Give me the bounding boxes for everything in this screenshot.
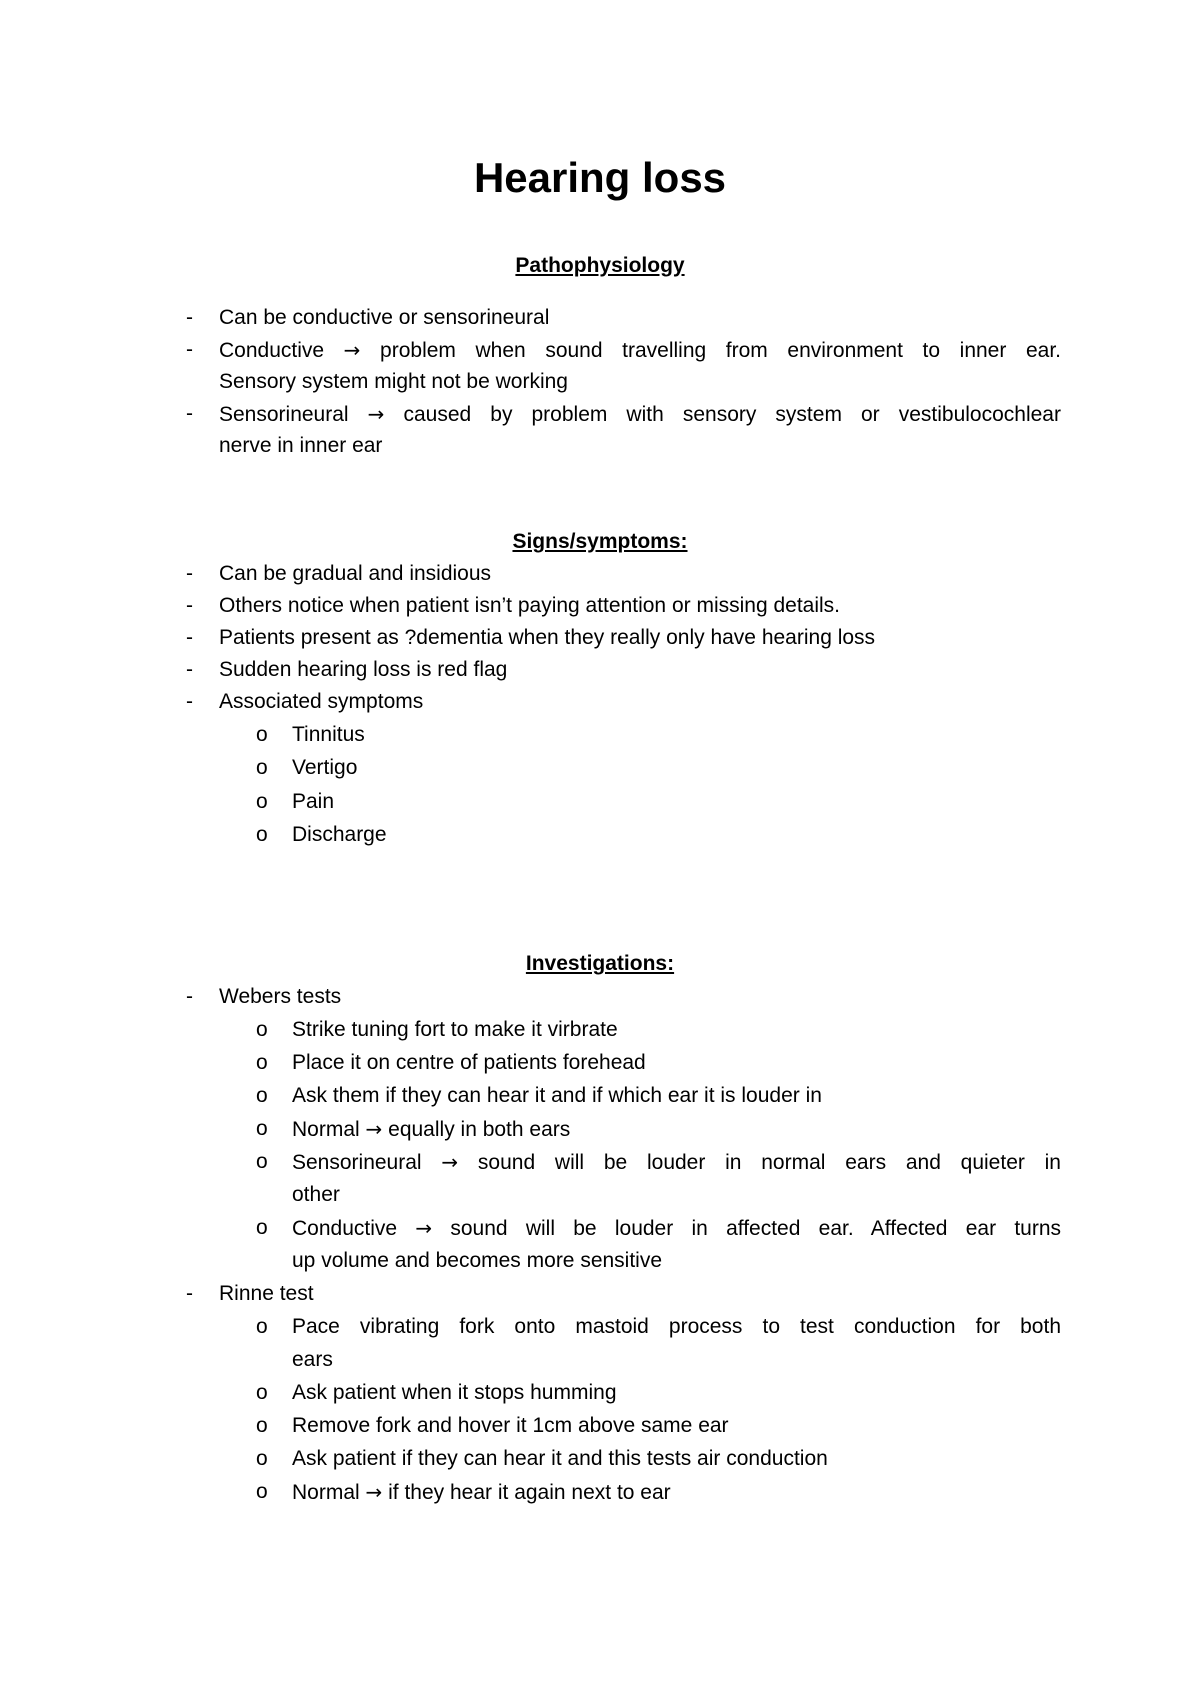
list-item-text: caused by problem with sensory system or vestibulocochlear bbox=[403, 403, 1061, 426]
list-item-text: sound will be louder in normal ears and quieter in bbox=[477, 1151, 1061, 1174]
sub-list-item bbox=[292, 1212, 1061, 1245]
sub-list-item bbox=[292, 1113, 570, 1146]
sub-list-item: Pain bbox=[292, 790, 335, 813]
section-heading-signs-symptoms: Signs/symptoms: bbox=[512, 530, 688, 553]
sub-list-item: Vertigo bbox=[292, 756, 358, 779]
list-item: Patients present as ?dementia when they really only have hearing loss bbox=[219, 626, 876, 649]
bullet-dash: - bbox=[186, 306, 193, 329]
right-arrow-icon: → bbox=[367, 402, 385, 426]
list-item-term: Conductive bbox=[219, 339, 325, 362]
sub-list-item: Ask patient when it stops humming bbox=[292, 1381, 617, 1404]
list-item: Rinne test bbox=[219, 1282, 314, 1305]
right-arrow-icon: → bbox=[365, 1480, 383, 1504]
bullet-circle: o bbox=[256, 756, 268, 779]
bullet-circle: o bbox=[256, 823, 268, 846]
bullet-circle: o bbox=[256, 790, 268, 813]
list-item-continuation: Sensory system might not be working bbox=[219, 370, 568, 393]
section-heading-investigations: Investigations: bbox=[525, 952, 675, 975]
list-item-continuation: nerve in inner ear bbox=[219, 434, 383, 457]
bullet-dash: - bbox=[186, 562, 193, 585]
sub-list-item: Ask them if they can hear it and if which ear it is louder in bbox=[292, 1084, 822, 1107]
list-item-term: Normal bbox=[292, 1118, 360, 1141]
bullet-circle: o bbox=[256, 1414, 268, 1437]
right-arrow-icon: → bbox=[415, 1216, 433, 1240]
list-item-text: problem when sound travelling from environment to inner ear. bbox=[380, 339, 1061, 362]
right-arrow-icon: → bbox=[441, 1150, 459, 1174]
right-arrow-icon: → bbox=[365, 1117, 383, 1141]
sub-list-item: Ask patient if they can hear it and this tests air conduction bbox=[292, 1447, 828, 1470]
right-arrow-icon: → bbox=[343, 338, 361, 362]
list-item-term: Conductive bbox=[292, 1217, 398, 1240]
sub-list-item bbox=[292, 1146, 1061, 1179]
sub-list-item: Place it on centre of patients forehead bbox=[292, 1051, 646, 1074]
sub-list-item-continuation: ears bbox=[292, 1348, 333, 1371]
bullet-dash: - bbox=[186, 626, 193, 649]
list-item: Webers tests bbox=[219, 985, 342, 1008]
bullet-circle: o bbox=[256, 1480, 268, 1503]
bullet-circle: o bbox=[256, 1117, 268, 1140]
sub-list-item-continuation: other bbox=[292, 1183, 340, 1206]
sub-list-item: Tinnitus bbox=[292, 723, 365, 746]
list-item bbox=[219, 334, 1061, 367]
list-item: Associated symptoms bbox=[219, 690, 424, 713]
bullet-dash: - bbox=[186, 1282, 193, 1305]
list-item-text: equally in both ears bbox=[388, 1118, 571, 1141]
sub-list-item-continuation: up volume and becomes more sensitive bbox=[292, 1249, 663, 1272]
list-item-term: Normal bbox=[292, 1481, 360, 1504]
list-item-term: Sensorineural bbox=[292, 1151, 422, 1174]
bullet-circle: o bbox=[256, 1315, 268, 1338]
list-item-text: if they hear it again next to ear bbox=[388, 1481, 671, 1504]
bullet-circle: o bbox=[256, 1447, 268, 1470]
page-title: Hearing loss bbox=[473, 154, 727, 201]
section-heading-pathophysiology: Pathophysiology bbox=[515, 254, 685, 277]
list-item bbox=[219, 398, 1061, 431]
sub-list-item: Strike tuning fort to make it virbrate bbox=[292, 1018, 618, 1041]
bullet-dash: - bbox=[186, 402, 193, 425]
sub-list-item: Remove fork and hover it 1cm above same ear bbox=[292, 1414, 729, 1437]
list-item-term: Sensorineural bbox=[219, 403, 349, 426]
list-item-text: sound will be louder in affected ear. Affected ear turns bbox=[450, 1217, 1062, 1240]
sub-list-item: Discharge bbox=[292, 823, 387, 846]
sub-list-item: Pace vibrating fork onto mastoid process to test conduction for both bbox=[292, 1315, 1061, 1338]
bullet-circle: o bbox=[256, 1018, 268, 1041]
bullet-circle: o bbox=[256, 1084, 268, 1107]
list-item: Can be gradual and insidious bbox=[219, 562, 492, 585]
bullet-dash: - bbox=[186, 594, 193, 617]
bullet-dash: - bbox=[186, 690, 193, 713]
bullet-circle: o bbox=[256, 1216, 268, 1239]
list-item: Sudden hearing loss is red flag bbox=[219, 658, 508, 681]
bullet-dash: - bbox=[186, 658, 193, 681]
bullet-circle: o bbox=[256, 1381, 268, 1404]
sub-list-item bbox=[292, 1476, 671, 1509]
bullet-circle: o bbox=[256, 1051, 268, 1074]
list-item: Can be conductive or sensorineural bbox=[219, 306, 550, 329]
list-item: Others notice when patient isn’t paying attention or missing details. bbox=[219, 594, 841, 617]
bullet-circle: o bbox=[256, 1150, 268, 1173]
bullet-circle: o bbox=[256, 723, 268, 746]
bullet-dash: - bbox=[186, 338, 193, 361]
bullet-dash: - bbox=[186, 985, 193, 1008]
